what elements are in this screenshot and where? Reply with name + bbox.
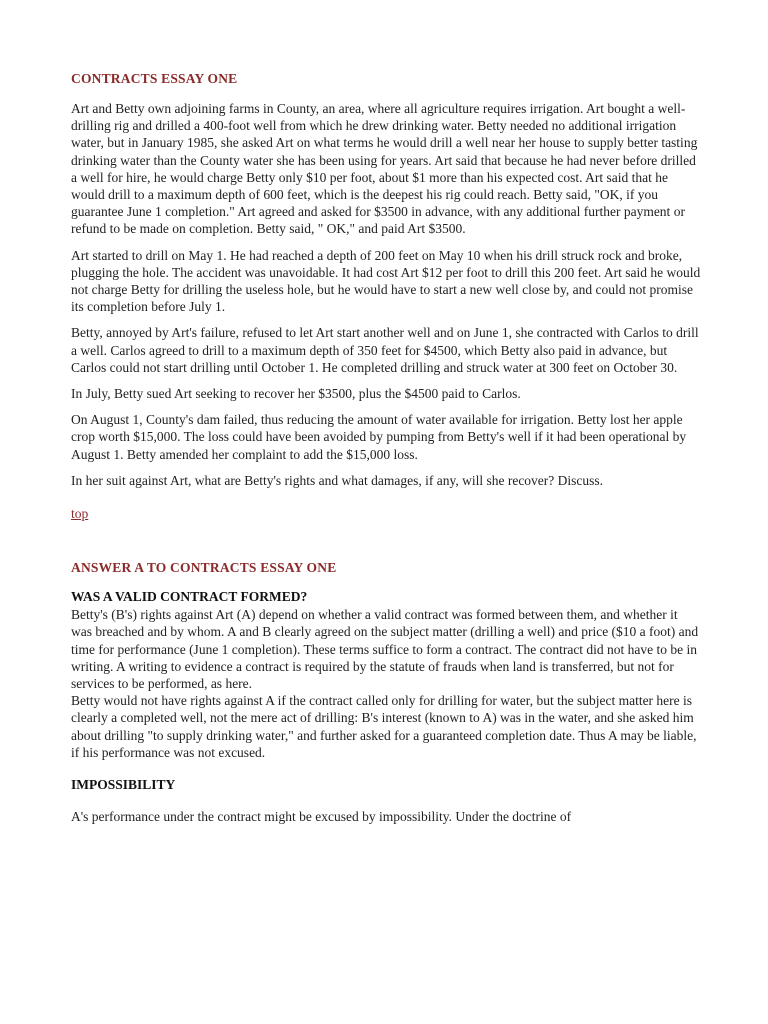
essay-title: CONTRACTS ESSAY ONE xyxy=(71,71,238,86)
essay-paragraph-1: Art and Betty own adjoining farms in County, an area, where all agriculture requires irrigation. Art bought a well-drilling rig and drilled a 400-foot well from which he drew drinking water. Betty needed no additional irrigation water, but in January 1985, she asked Art on what terms he would drill a well near her house to supply better tasting drinking water than the County water she has been using for years. Art said that because he had never before drilled a well for hire, he would charge Betty only $10 per foot, about $1 more than his expected cost. Art said that he would drill to a maximum depth of 600 feet, which is the deepest his rig could reach. Betty said, "OK, if you guarantee June 1 completion." Art agreed and asked for $3500 in advance, with any additional further payment or refund to be made on completion. Betty said, " OK," and paid Art $3500. xyxy=(71,101,698,237)
answer-paragraph-2: Betty would not have rights against A if the contract called only for drilling for water, but the subject matter here is clearly a completed well, not the mere act of drilling: B's interest (known to A) was in the water, and she asked him about drilling "to supply drinking water," and further asked for a guaranteed completion date. Thus A may be liable, if his performance was not excused. xyxy=(71,693,697,760)
essay-paragraph-3: Betty, annoyed by Art's failure, refused to let Art start another well and on June 1, she contracted with Carlos to drill a well. Carlos agreed to drill to a maximum depth of 350 feet for $4500, which Betty also paid in advance, but Carlos could not start drilling until October 1. He completed drilling and struck water at 300 feet on October 30. xyxy=(71,325,699,375)
essay-paragraph-4: In July, Betty sued Art seeking to recover her $3500, plus the $4500 paid to Carlos. xyxy=(71,386,521,402)
answer-paragraph-1: Betty's (B's) rights against Art (A) depend on whether a valid contract was formed between them, and whether it was breached and by whom. A and B clearly agreed on the subject matter (drilling a well) and price ($10 a foot) and time for performance (June 1 completion). These terms suffice to form a contract. The contract did not have to be in writing. A writing to evidence a contract is required by the statute of frauds when land is transferred, but not for services to be performed, as here. xyxy=(71,607,699,692)
essay-question: In her suit against Art, what are Betty's rights and what damages, if any, will she recover? Discuss. xyxy=(71,472,604,488)
answer-title: ANSWER A TO CONTRACTS ESSAY ONE xyxy=(71,560,337,576)
section-heading-impossibility: IMPOSSIBILITY xyxy=(71,777,176,793)
essay-paragraph-2: Art started to drill on May 1. He had reached a depth of 200 feet on May 10 when his drill struck rock and broke, plugging the hole. The accident was unavoidable. It had cost Art $12 per foot to drill this 200 feet. Art said he would not charge Betty for drilling the useless hole, but he would have to start a new well close by, and could not promise its completion before July 1. xyxy=(71,247,701,315)
essay-paragraph-5: On August 1, County's dam failed, thus reducing the amount of water available for irrigation. Betty lost her apple crop worth $15,000. The loss could have been avoided by pumping from Betty's well if it had been operational by August 1. Betty amended her complaint to add the $15,000 loss. xyxy=(71,412,687,462)
document-page xyxy=(71,70,701,826)
answer-paragraph-3: A's performance under the contract might be excused by impossibility. Under the doctrine of xyxy=(71,809,572,825)
section-heading-valid-contract: WAS A VALID CONTRACT FORMED? xyxy=(71,589,308,605)
top-link[interactable]: top xyxy=(71,506,89,522)
